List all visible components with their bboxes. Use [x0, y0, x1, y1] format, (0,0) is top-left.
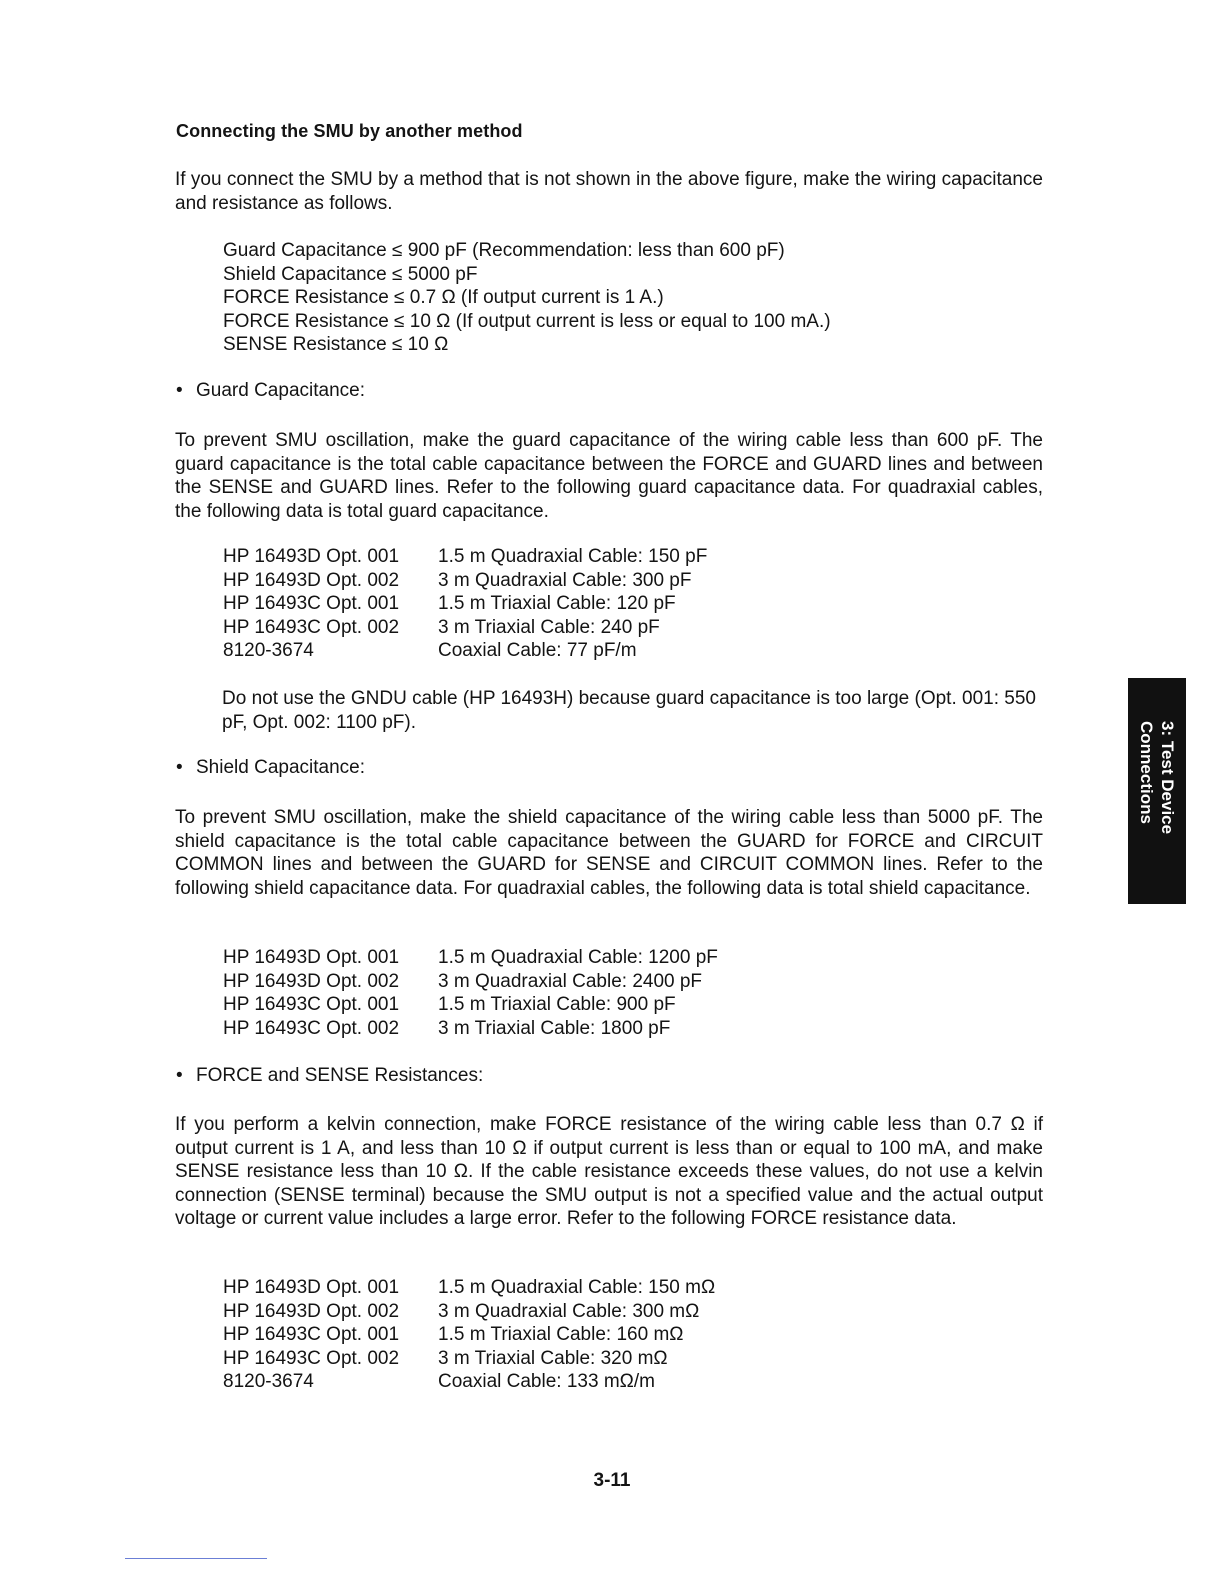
cable-model: HP 16493C Opt. 001 — [223, 1324, 400, 1345]
section-heading: Connecting the SMU by another method — [176, 121, 523, 141]
guard-capacitance-paragraph: To prevent SMU oscillation, make the guard capacitance of the wiring cable less than 600 pF. The guard capacitance is the total cable capacitance between the FORCE and GUARD lines and between the SENSE and GUARD lines. Refer to the following guard capacitance data. For quadraxial cables, the following data is total guard capacitance. — [175, 430, 1043, 522]
shield-capacitance-paragraph: To prevent SMU oscillation, make the shield capacitance of the wiring cable less than 5000 pF. The shield capacitance is the total cable capacitance between the GUARD for FORCE and CIRCUIT COMMON lines and between the GUARD for SENSE and CIRCUIT COMMON lines. Refer to the following shield capacitance data. For quadraxial cables, the following data is total shield capacitance. — [175, 807, 1043, 899]
cable-spec: 1.5 m Triaxial Cable: 160 mΩ — [438, 1324, 684, 1345]
cable-model: 8120-3674 — [223, 1371, 314, 1392]
shield-capacitance-heading — [176, 756, 365, 780]
bullet-title: Guard Capacitance: — [196, 380, 365, 401]
requirement-item: FORCE Resistance ≤ 10 Ω (If output current is less or equal to 100 mA.) — [223, 310, 831, 332]
table-row — [223, 1347, 715, 1371]
table-row — [223, 616, 707, 640]
cable-spec: 3 m Triaxial Cable: 1800 pF — [438, 1017, 671, 1039]
table-row — [223, 1276, 715, 1300]
cable-spec: Coaxial Cable: 133 mΩ/m — [438, 1371, 655, 1392]
table-row — [223, 970, 718, 994]
cable-model: HP 16493D Opt. 002 — [223, 569, 400, 591]
cable-model: HP 16493D Opt. 001 — [223, 1277, 400, 1298]
force-sense-resistance-paragraph: If you perform a kelvin connection, make FORCE resistance of the wiring cable less than 0.7 Ω if output current is 1 A, and less than 10 Ω if output current is less than or equal to 100 mA, and make SENSE resistance less than 10 Ω. If the cable resistance exceeds these values, do not use a kelvin connection (SENSE terminal) because the SMU output is not a specified value and the actual output voltage or current value includes a large error. Refer to the following FORCE resistance data. — [175, 1114, 1043, 1229]
requirement-item: SENSE Resistance ≤ 10 Ω — [223, 334, 449, 355]
cable-spec: 1.5 m Quadraxial Cable: 150 mΩ — [438, 1277, 716, 1298]
force-resistance-table — [223, 1276, 715, 1394]
cable-spec: Coaxial Cable: 77 pF/m — [438, 640, 637, 661]
table-row — [223, 946, 718, 970]
bullet-glyph: • — [176, 380, 183, 401]
force-sense-resistance-heading — [176, 1064, 483, 1088]
bullet-title: Shield Capacitance: — [196, 757, 365, 778]
cable-model: HP 16493D Opt. 001 — [223, 947, 400, 968]
chapter-side-tab-label — [1136, 721, 1178, 861]
shield-capacitance-table — [223, 946, 718, 1040]
table-row — [223, 592, 707, 616]
cable-model: HP 16493D Opt. 002 — [223, 970, 400, 992]
cable-spec: 1.5 m Quadraxial Cable: 1200 pF — [438, 947, 718, 968]
bullet-glyph: • — [176, 1065, 183, 1086]
cable-spec: 3 m Quadraxial Cable: 2400 pF — [438, 970, 703, 992]
intro-paragraph: If you connect the SMU by a method that is not shown in the above figure, make the wiring capacitance and resistance as follows. — [175, 169, 1043, 214]
cable-model: HP 16493C Opt. 002 — [223, 1017, 400, 1039]
cable-spec: 1.5 m Triaxial Cable: 900 pF — [438, 994, 676, 1015]
chapter-title-line: Connections — [1137, 721, 1156, 824]
cable-model: HP 16493C Opt. 001 — [223, 593, 400, 614]
cable-spec: 1.5 m Quadraxial Cable: 150 pF — [438, 546, 708, 567]
table-row — [223, 569, 707, 593]
bullet-glyph: • — [176, 757, 183, 778]
cable-model: 8120-3674 — [223, 640, 314, 661]
table-row — [223, 545, 707, 569]
bullet-title: FORCE and SENSE Resistances: — [196, 1065, 484, 1086]
table-row — [223, 639, 707, 663]
table-row — [223, 993, 718, 1017]
cable-model: HP 16493D Opt. 002 — [223, 1300, 400, 1322]
table-row — [223, 1323, 715, 1347]
chapter-title-line: 3: Test Device — [1158, 721, 1177, 835]
requirement-item: FORCE Resistance ≤ 0.7 Ω (If output current is 1 A.) — [223, 287, 664, 308]
cable-spec: 1.5 m Triaxial Cable: 120 pF — [438, 593, 676, 614]
footer-divider — [125, 1558, 267, 1559]
guard-capacitance-heading — [176, 379, 365, 403]
cable-model: HP 16493C Opt. 002 — [223, 1347, 400, 1369]
table-row — [223, 1370, 715, 1394]
cable-model: HP 16493C Opt. 001 — [223, 994, 400, 1015]
cable-spec: 3 m Triaxial Cable: 240 pF — [438, 616, 660, 638]
chapter-side-tab — [1128, 678, 1186, 904]
requirement-item: Shield Capacitance ≤ 5000 pF — [223, 263, 478, 285]
cable-spec: 3 m Quadraxial Cable: 300 pF — [438, 569, 692, 591]
requirement-item: Guard Capacitance ≤ 900 pF (Recommendation: less than 600 pF) — [223, 240, 785, 261]
cable-model: HP 16493D Opt. 001 — [223, 546, 400, 567]
cable-model: HP 16493C Opt. 002 — [223, 616, 400, 638]
page-number: 3-11 — [593, 1470, 631, 1491]
requirements-list — [223, 239, 831, 357]
table-row — [223, 1300, 715, 1324]
cable-spec: 3 m Quadraxial Cable: 300 mΩ — [438, 1300, 700, 1322]
guard-capacitance-table — [223, 545, 707, 663]
cable-spec: 3 m Triaxial Cable: 320 mΩ — [438, 1347, 668, 1369]
table-row — [223, 1017, 718, 1041]
gndu-cable-note: Do not use the GNDU cable (HP 16493H) because guard capacitance is too large (Opt. 001: 550 pF, Opt. 002: 1100 pF). — [222, 688, 1036, 733]
